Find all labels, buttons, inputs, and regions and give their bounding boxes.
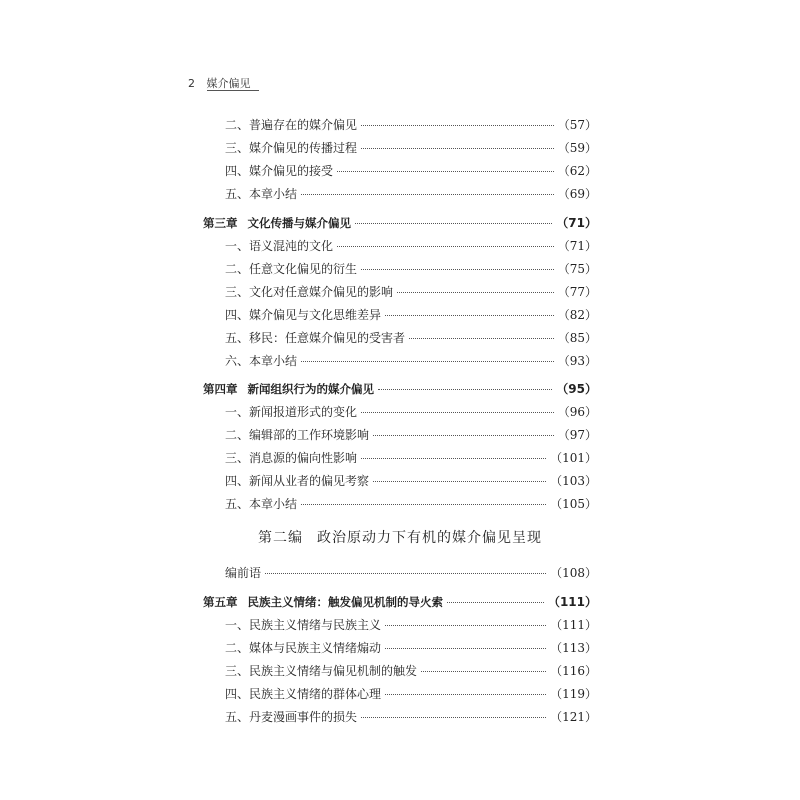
toc-entry[interactable] [225,116,597,133]
toc-entry-title: 五、本章小结 [225,187,298,201]
dot-leader [373,480,546,482]
dot-leader [361,147,554,149]
toc-entry-title: 四、媒介偏见的接受 [225,164,334,178]
chapter-title: 新闻组织行为的媒介偏见 [247,382,374,396]
toc-entry[interactable] [225,708,597,725]
toc-entry-title: 四、新闻从业者的偏见考察 [225,474,370,488]
toc-entry-page: （101） [550,451,597,465]
dot-leader [265,572,546,574]
toc-entry-page: （69） [557,187,597,201]
chapter-label: 第五章 [203,595,238,609]
toc-entry[interactable] [225,162,597,179]
dot-leader [361,716,546,718]
dot-leader [409,337,554,339]
dot-leader [385,693,546,695]
toc-entry[interactable] [225,616,597,633]
toc-entry-page: （97） [557,428,597,442]
dot-leader [337,245,554,247]
toc-entry[interactable] [225,352,597,369]
toc-entry-title: 二、媒体与民族主义情绪煽动 [225,641,382,655]
chapter-page: （111） [547,595,597,609]
dot-leader [301,360,554,362]
toc-entry-page: （85） [557,331,597,345]
header-book-title: 媒介偏见 [207,77,259,91]
dot-leader [301,503,546,505]
part-label: 第二编 [258,530,303,546]
dot-leader [361,268,554,270]
toc-entry-title: 四、媒介偏见与文化思维差异 [225,308,382,322]
toc-entry[interactable] [225,662,597,679]
toc-entry[interactable] [225,639,597,656]
dot-leader [397,291,554,293]
toc-entry[interactable] [225,426,597,443]
toc-entry-title: 二、普遍存在的媒介偏见 [225,118,358,132]
toc-entry-page: （121） [550,710,597,724]
toc-entry[interactable] [225,449,597,466]
toc-entry-title: 四、民族主义情绪的群体心理 [225,687,382,701]
toc-entry[interactable] [225,185,597,202]
toc-entry-page: （71） [557,239,597,253]
toc-entry-page: （108） [550,566,597,580]
toc-entry-page: （57） [557,118,597,132]
dot-leader [361,411,554,413]
toc-entry-page: （119） [550,687,597,701]
toc-preface[interactable] [225,564,597,581]
toc-entry-title: 编前语 [225,566,262,580]
toc-entry-title: 二、任意文化偏见的衍生 [225,262,358,276]
chapter-title: 民族主义情绪：触发偏见机制的导火索 [247,595,443,609]
toc-entry[interactable] [225,283,597,300]
chapter-page: （71） [556,216,597,230]
toc-entry[interactable] [225,306,597,323]
toc-entry-title: 三、民族主义情绪与偏见机制的触发 [225,664,418,678]
toc-entry-page: （103） [550,474,597,488]
toc-entry-title: 一、新闻报道形式的变化 [225,405,358,419]
toc-chapter-3[interactable] [203,214,597,231]
part-heading [0,527,800,547]
toc-entry-title: 五、移民：任意媒介偏见的受害者 [225,331,406,345]
chapter-label: 第四章 [203,382,238,396]
dot-leader [421,670,546,672]
toc-entry[interactable] [225,139,597,156]
toc-entry[interactable] [225,403,597,420]
toc-entry[interactable] [225,237,597,254]
toc-entry-title: 五、丹麦漫画事件的损失 [225,710,358,724]
chapter-title: 文化传播与媒介偏见 [247,216,351,230]
toc-entry[interactable] [225,495,597,512]
toc-chapter-4[interactable] [203,380,597,397]
dot-leader [301,193,554,195]
chapter-label: 第三章 [203,216,238,230]
toc-entry-page: （77） [557,285,597,299]
toc-entry-page: （113） [550,641,597,655]
toc-entry-page: （93） [557,354,597,368]
dot-leader [355,222,552,224]
dot-leader [378,388,552,390]
toc-chapter-5[interactable] [203,593,597,610]
toc-entry[interactable] [225,685,597,702]
chapter-page: （95） [556,382,597,396]
toc-entry-title: 一、民族主义情绪与民族主义 [225,618,382,632]
toc-entry-title: 三、文化对任意媒介偏见的影响 [225,285,394,299]
toc-entry-page: （59） [557,141,597,155]
toc-entry[interactable] [225,260,597,277]
toc-entry-title: 五、本章小结 [225,497,298,511]
toc-entry-page: （62） [557,164,597,178]
toc-entry-title: 二、编辑部的工作环境影响 [225,428,370,442]
dot-leader [337,170,554,172]
dot-leader [385,624,546,626]
dot-leader [373,434,554,436]
header-page-number: 2 [188,77,195,90]
toc-entry-title: 六、本章小结 [225,354,298,368]
running-header [188,75,259,91]
toc-entry-page: （96） [557,405,597,419]
dot-leader [361,457,546,459]
toc-entry-page: （111） [550,618,597,632]
toc-entry[interactable] [225,472,597,489]
dot-leader [447,601,544,603]
toc-entry[interactable] [225,329,597,346]
toc-entry-page: （75） [557,262,597,276]
part-title: 政治原动力下有机的媒介偏见呈现 [317,530,542,546]
dot-leader [385,647,546,649]
toc-entry-page: （105） [550,497,597,511]
toc-entry-page: （82） [557,308,597,322]
toc-entry-title: 三、媒介偏见的传播过程 [225,141,358,155]
dot-leader [361,124,554,126]
toc-entry-page: （116） [550,664,597,678]
dot-leader [385,314,554,316]
toc-entry-title: 一、语义混沌的文化 [225,239,334,253]
toc-entry-title: 三、消息源的偏向性影响 [225,451,358,465]
